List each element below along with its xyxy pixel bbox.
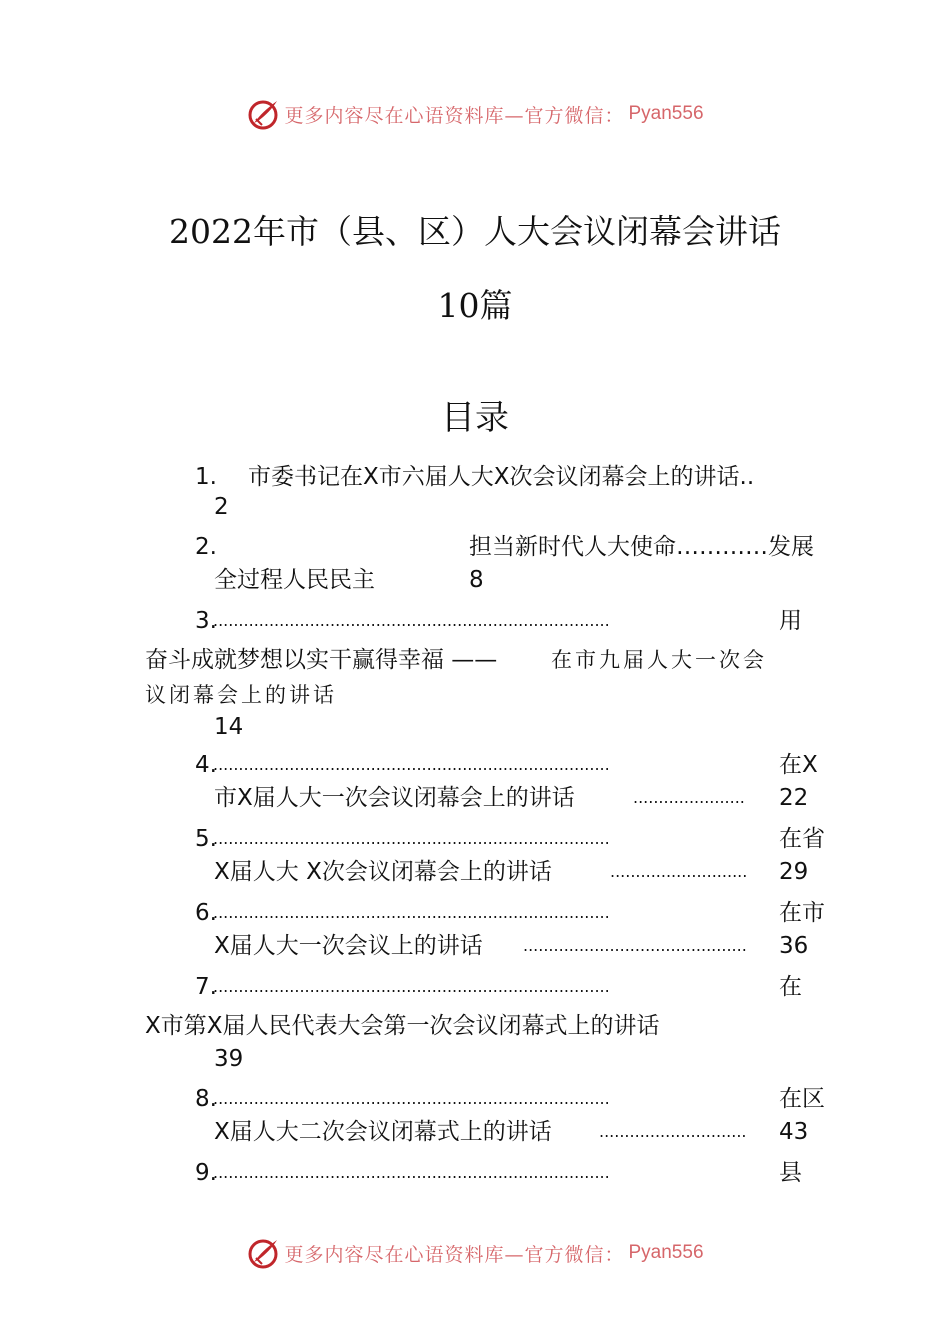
- quill-logo-icon: [246, 1236, 280, 1270]
- toc-entry-6-text-cont[interactable]: X届人大一次会议上的讲话: [214, 933, 483, 959]
- toc-entry-8-dots: ..............................................................................: [213, 1089, 610, 1108]
- toc-entry-3-dots: ..............................................................................: [213, 611, 610, 630]
- toc-entry-7-text-cont[interactable]: X市第X届人民代表大会第一次会议闭幕式上的讲话: [145, 1013, 660, 1039]
- document-title: 2022年市（县、区）人大会议闭幕会讲话: [169, 212, 781, 251]
- toc-entry-3-lead[interactable]: 用: [779, 608, 802, 634]
- toc-entry-2-text-cont[interactable]: 全过程人民民主: [214, 567, 375, 593]
- toc-entry-4-dots-2: ......................: [633, 788, 745, 807]
- toc-entry-9-lead[interactable]: 县: [779, 1160, 802, 1186]
- toc-entry-9-dots: ..............................................................................: [213, 1163, 610, 1182]
- toc-heading: 目录: [441, 398, 509, 438]
- watermark-wechat-id: Pyan556: [628, 1242, 704, 1263]
- toc-entry-4-dots: ..............................................................................: [213, 755, 610, 774]
- toc-entry-3-text-cont[interactable]: 奋斗成就梦想以实干赢得幸福 ——: [145, 647, 498, 673]
- toc-entry-6-lead[interactable]: 在市: [779, 900, 825, 926]
- toc-entry-7-num: 7.: [195, 974, 217, 1000]
- toc-entry-1-num: 1.: [195, 464, 217, 490]
- toc-entry-5-dots-2: ...........................: [610, 862, 748, 881]
- toc-entry-9-num: 9.: [195, 1160, 217, 1186]
- toc-entry-2-page: 8: [469, 567, 484, 593]
- watermark-text: 更多内容尽在心语资料库—官方微信：: [284, 1243, 625, 1266]
- toc-entry-4-lead[interactable]: 在X: [779, 752, 818, 778]
- toc-entry-3-subtitle-1: 在市九届人大一次会: [551, 648, 767, 672]
- toc-entry-7-dots: ..............................................................................: [213, 977, 610, 996]
- toc-entry-3-num: 3.: [195, 608, 217, 634]
- watermark-text: 更多内容尽在心语资料库—官方微信：: [284, 104, 625, 127]
- toc-entry-5-lead[interactable]: 在省: [779, 826, 825, 852]
- toc-entry-8-lead[interactable]: 在区: [779, 1086, 825, 1112]
- toc-entry-5-num: 5.: [195, 826, 217, 852]
- toc-entry-8-page: 43: [779, 1119, 809, 1145]
- toc-entry-8-dots-2: .............................: [599, 1122, 747, 1141]
- toc-entry-8-num: 8.: [195, 1086, 217, 1112]
- watermark-wechat-id: Pyan556: [628, 103, 704, 124]
- toc-entry-6-dots-2: ............................................: [523, 936, 747, 955]
- toc-entry-5-dots: ..............................................................................: [213, 829, 610, 848]
- toc-entry-1-text[interactable]: 市委书记在X市六届人大X次会议闭幕会上的讲话..: [248, 464, 755, 490]
- document-title-count: 10篇: [437, 286, 513, 325]
- toc-entry-4-num: 4.: [195, 752, 217, 778]
- toc-entry-3-page: 14: [214, 714, 244, 740]
- toc-entry-4-page: 22: [779, 785, 809, 811]
- toc-entry-5-page: 29: [779, 859, 809, 885]
- toc-entry-8-text-cont[interactable]: X届人大二次会议闭幕式上的讲话: [214, 1119, 552, 1145]
- toc-entry-6-page: 36: [779, 933, 809, 959]
- toc-entry-6-dots: ..............................................................................: [213, 903, 610, 922]
- watermark-header: [0, 94, 950, 134]
- quill-logo-icon: [246, 97, 280, 131]
- toc-entry-2-num: 2.: [195, 534, 217, 560]
- toc-entry-4-text-cont[interactable]: 市X届人大一次会议闭幕会上的讲话: [214, 785, 575, 811]
- toc-entry-6-num: 6.: [195, 900, 217, 926]
- toc-entry-5-text-cont[interactable]: X届人大 X次会议闭幕会上的讲话: [214, 859, 552, 885]
- toc-entry-3-subtitle-2: 议闭幕会上的讲话: [145, 683, 337, 707]
- watermark-footer: [0, 1233, 950, 1273]
- toc-entry-2-text[interactable]: 担当新时代人大使命…………发展: [469, 534, 814, 560]
- toc-entry-7-page: 39: [214, 1046, 244, 1072]
- toc-entry-1-page: 2: [214, 494, 229, 520]
- toc-entry-7-lead[interactable]: 在: [779, 974, 802, 1000]
